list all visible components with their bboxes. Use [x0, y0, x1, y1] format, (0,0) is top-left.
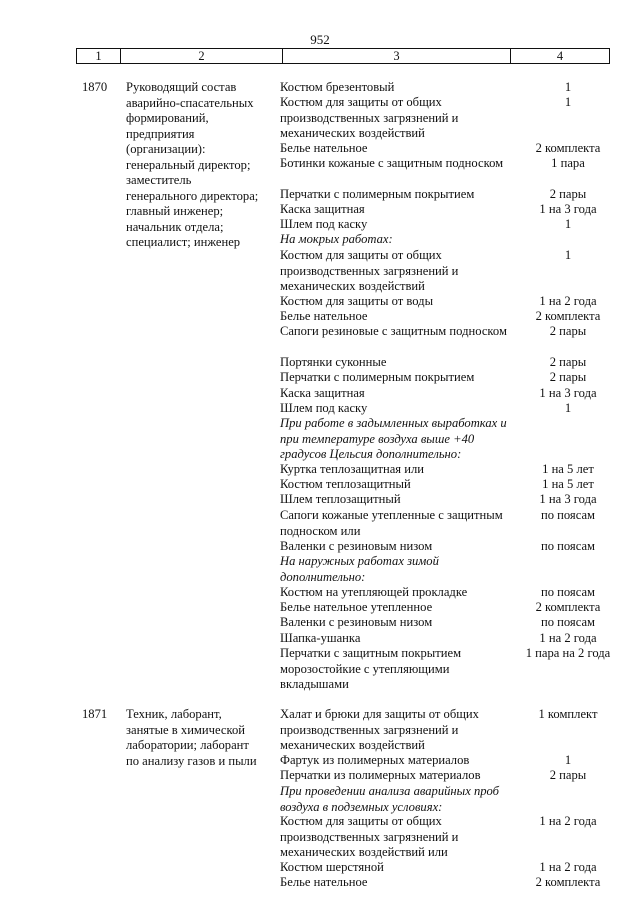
item-quantity: 2 комплекта — [535, 309, 601, 323]
item-quantity: 1 на 5 лет — [542, 462, 594, 476]
section-note: На мокрых работах: — [280, 232, 393, 246]
item-quantity: 1 на 2 года — [539, 294, 597, 308]
item-name: Шлем под каску — [280, 401, 368, 415]
item-quantity: 1 на 3 года — [539, 202, 597, 216]
item-quantity: 2 комплекта — [535, 600, 601, 614]
item-quantity: 2 пары — [549, 355, 587, 369]
item-quantity: 1 на 2 года — [539, 631, 597, 645]
item-quantity: по поясам — [540, 615, 596, 629]
item-name: Халат и брюки для защиты от общих производственных загрязнений и механических воздействий — [280, 707, 479, 752]
item-name: Белье нательное — [280, 141, 368, 155]
item-name: Каска защитная — [280, 386, 365, 400]
section-note: При работе в задымленных выработках и при температуре воздуха выше +40 градусов Цельсия дополнительно: — [280, 416, 507, 461]
item-quantity: 2 комплекта — [535, 875, 601, 889]
section-note: На наружных работах зимой дополнительно: — [280, 554, 439, 584]
item-quantity: 2 пары — [549, 187, 587, 201]
item-name: Сапоги кожаные утепленные с защитным подноском или — [280, 508, 503, 538]
row-number: 1870 — [82, 80, 108, 94]
item-name: Перчатки с полимерным покрытием — [280, 370, 475, 384]
item-name: Портянки суконные — [280, 355, 387, 369]
item-quantity: 1 комплект — [538, 707, 598, 721]
item-name: Перчатки из полимерных материалов — [280, 768, 481, 782]
item-name: Ботинки кожаные с защитным подноском — [280, 156, 504, 170]
item-quantity: 2 пары — [549, 324, 587, 338]
item-name: Фартук из полимерных материалов — [280, 753, 470, 767]
item-name: Перчатки с полимерным покрытием — [280, 187, 475, 201]
item-quantity: 1 — [564, 401, 572, 415]
item-quantity: 1 — [564, 217, 572, 231]
item-quantity: 1 на 5 лет — [542, 477, 594, 491]
item-name: Белье нательное — [280, 309, 368, 323]
item-name: Белье нательное утепленное — [280, 600, 433, 614]
item-name: Костюм для защиты от общих производственных загрязнений и механических воздействий — [280, 95, 459, 140]
item-name: Валенки с резиновым низом — [280, 615, 433, 629]
item-name: Куртка теплозащитная или — [280, 462, 425, 476]
item-name: Костюм для защиты от общих производственных загрязнений и механических воздействий — [280, 248, 459, 293]
item-name: Шлем теплозащитный — [280, 492, 401, 506]
position-description: Техник, лаборант, занятые в химической лаборатории; лаборант по анализу газов и пыли — [126, 707, 257, 768]
section-note: При проведении анализа аварийных проб воздуха в подземных условиях: — [280, 784, 500, 814]
item-name: Костюм на утепляющей прокладке — [280, 585, 468, 599]
item-quantity: 1 пара на 2 года — [525, 646, 611, 660]
item-name: Сапоги резиновые с защитным подноском — [280, 324, 507, 338]
item-name: Костюм теплозащитный — [280, 477, 411, 491]
item-quantity: 1 — [564, 248, 572, 262]
item-quantity: 1 — [564, 95, 572, 109]
item-name: Белье нательное — [280, 875, 368, 889]
item-name: Костюм шерстяной — [280, 860, 384, 874]
item-quantity: 1 — [564, 80, 572, 94]
item-quantity: по поясам — [540, 585, 596, 599]
item-quantity: 1 на 3 года — [539, 386, 597, 400]
item-quantity: по поясам — [540, 508, 596, 522]
item-name: Костюм для защиты от воды — [280, 294, 434, 308]
position-description: Руководящий состав аварийно-спасательных формирований, предприятия (организации): генеральный директор; заместитель генерального директора; главный инженер; начальник отдела; специалист; инженер — [126, 80, 259, 249]
item-name: Валенки с резиновым низом — [280, 539, 433, 553]
column-header-4: 4 — [556, 49, 564, 63]
column-header-1: 1 — [77, 49, 121, 63]
item-quantity: 2 комплекта — [535, 141, 601, 155]
item-name: Шлем под каску — [280, 217, 368, 231]
column-header-3: 3 — [283, 49, 511, 63]
row-number: 1871 — [82, 707, 108, 721]
item-quantity: 1 пара — [551, 156, 585, 170]
item-quantity: 1 на 3 года — [539, 492, 597, 506]
table-header — [76, 48, 610, 64]
item-name: Шапка-ушанка — [280, 631, 361, 645]
item-quantity: по поясам — [540, 539, 596, 553]
page-number: 952 — [310, 32, 330, 47]
item-name: Костюм для защиты от общих производственных загрязнений и механических воздействий или — [280, 814, 459, 859]
item-name: Каска защитная — [280, 202, 365, 216]
item-quantity: 2 пары — [549, 768, 587, 782]
column-header-2: 2 — [121, 49, 283, 63]
item-quantity: 1 — [564, 753, 572, 767]
item-quantity: 1 на 2 года — [539, 860, 597, 874]
item-quantity: 1 на 2 года — [539, 814, 597, 828]
item-quantity: 2 пары — [549, 370, 587, 384]
item-name: Перчатки с защитным покрытием морозостойкие с утепляющими вкладышами — [280, 646, 462, 691]
item-name: Костюм брезентовый — [280, 80, 395, 94]
